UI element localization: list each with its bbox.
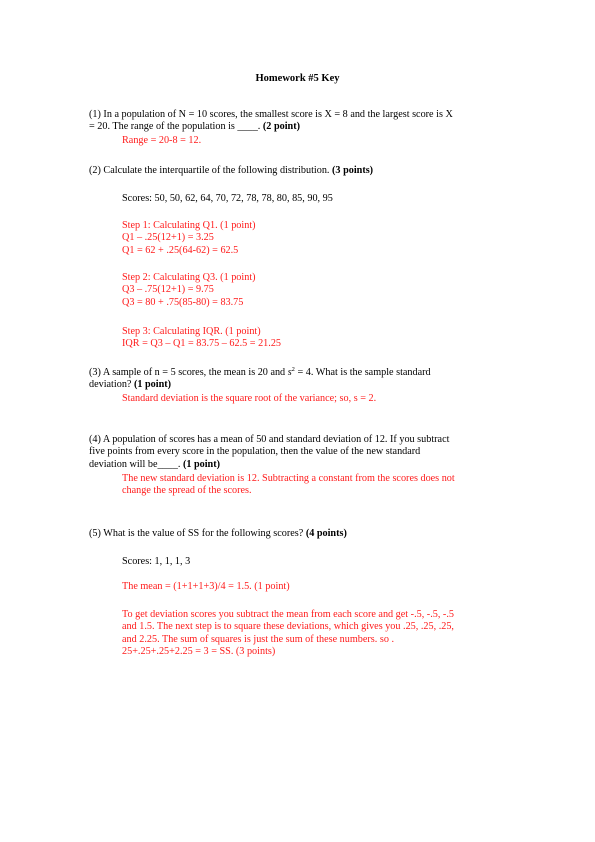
step-2-heading: Step 2: Calculating Q3. (1 point): [122, 272, 256, 283]
question-4-answer-line-1: The new standard deviation is 12. Subtracting a constant from the scores does not: [122, 473, 455, 484]
step-1-formula: Q1 – .25(12+1) = 3.25: [122, 232, 214, 244]
question-3-text-line-1: (3) A sample of n = 5 scores, the mean is 20 and $s^2 = 4$. What is the sample standard: [89, 366, 431, 378]
question-2-step-2: [122, 272, 512, 309]
question-4-text-line-1: (4) A population of scores has a mean of 50 and standard deviation of 12. If you subtract: [89, 434, 450, 445]
page-title: Homework #5 Key: [255, 73, 340, 84]
step-2-formula: Q3 – .75(12+1) = 9.75: [122, 284, 214, 296]
question-4-text-line-3: deviation will be____. (1 point): [89, 458, 221, 470]
question-1-text-line-1: (1) In a population of N = 10 scores, the smallest score is X = 8 and the largest score is X: [89, 109, 453, 120]
question-1-answer: Range = 20-8 = 12.: [122, 135, 202, 146]
question-4-answer: [122, 473, 512, 498]
question-5-answer-line-1: To get deviation scores you subtract the mean from each score and get -.5, -.5, -.5: [122, 609, 454, 620]
question-4-text-line-2: five points from every score in the population, then the value of the new standard: [89, 446, 421, 458]
question-4-points: (1 point): [182, 458, 221, 470]
question-5-text: (5) What is the value of SS for the following scores?: [89, 528, 306, 539]
question-4: [89, 434, 509, 471]
question-1-points: (2 point): [262, 121, 300, 133]
question-2-step-3: [122, 326, 512, 351]
step-1-result: Q1 = 62 + .25(64-62) = 62.5: [122, 244, 239, 256]
question-2-text: (2) Calculate the interquartile of the following distribution.: [89, 165, 333, 176]
question-2-scores: Scores: 50, 50, 62, 64, 70, 72, 78, 78, 80, 85, 90, 95: [122, 193, 333, 204]
question-5-answer: [122, 609, 512, 658]
question-3-text-line-2: deviation? (1 point): [89, 379, 172, 391]
question-3-answer: Standard deviation is the square root of the variance; so, s = 2.: [122, 393, 377, 404]
step-1-heading: Step 1: Calculating Q1. (1 point): [122, 220, 256, 231]
question-2-points: (3 points): [332, 165, 374, 176]
question-2-step-1: [122, 220, 512, 257]
question-2: [89, 165, 509, 177]
question-3-points: (1 point): [133, 379, 172, 391]
step-3-result: IQR = Q3 – Q1 = 83.75 – 62.5 = 21.25: [122, 338, 282, 350]
question-5-scores: Scores: 1, 1, 1, 3: [122, 556, 191, 567]
step-3-heading: Step 3: Calculating IQR. (1 point): [122, 326, 261, 337]
question-5: [89, 528, 509, 540]
question-4-answer-line-2: change the spread of the scores.: [122, 485, 252, 497]
step-2-result: Q3 = 80 + .75(85-80) = 83.75: [122, 296, 244, 308]
question-5-mean: The mean = (1+1+1+3)/4 = 1.5. (1 point): [122, 581, 290, 592]
question-5-answer-line-4: 25+.25+.25+2.25 = 3 = SS. (3 points): [122, 645, 276, 657]
question-5-answer-line-2: and 1.5. The next step is to square these deviations, which gives you .25, .25, .25,: [122, 621, 454, 633]
question-3: [89, 367, 509, 392]
question-5-points: (4 points): [305, 528, 347, 539]
question-1: [89, 109, 509, 134]
question-5-answer-line-3: and 2.25. The sum of squares is just the sum of these numbers. so .: [122, 633, 395, 645]
question-1-text-line-2: = 20. The range of the population is ____. (2 point): [89, 121, 300, 133]
